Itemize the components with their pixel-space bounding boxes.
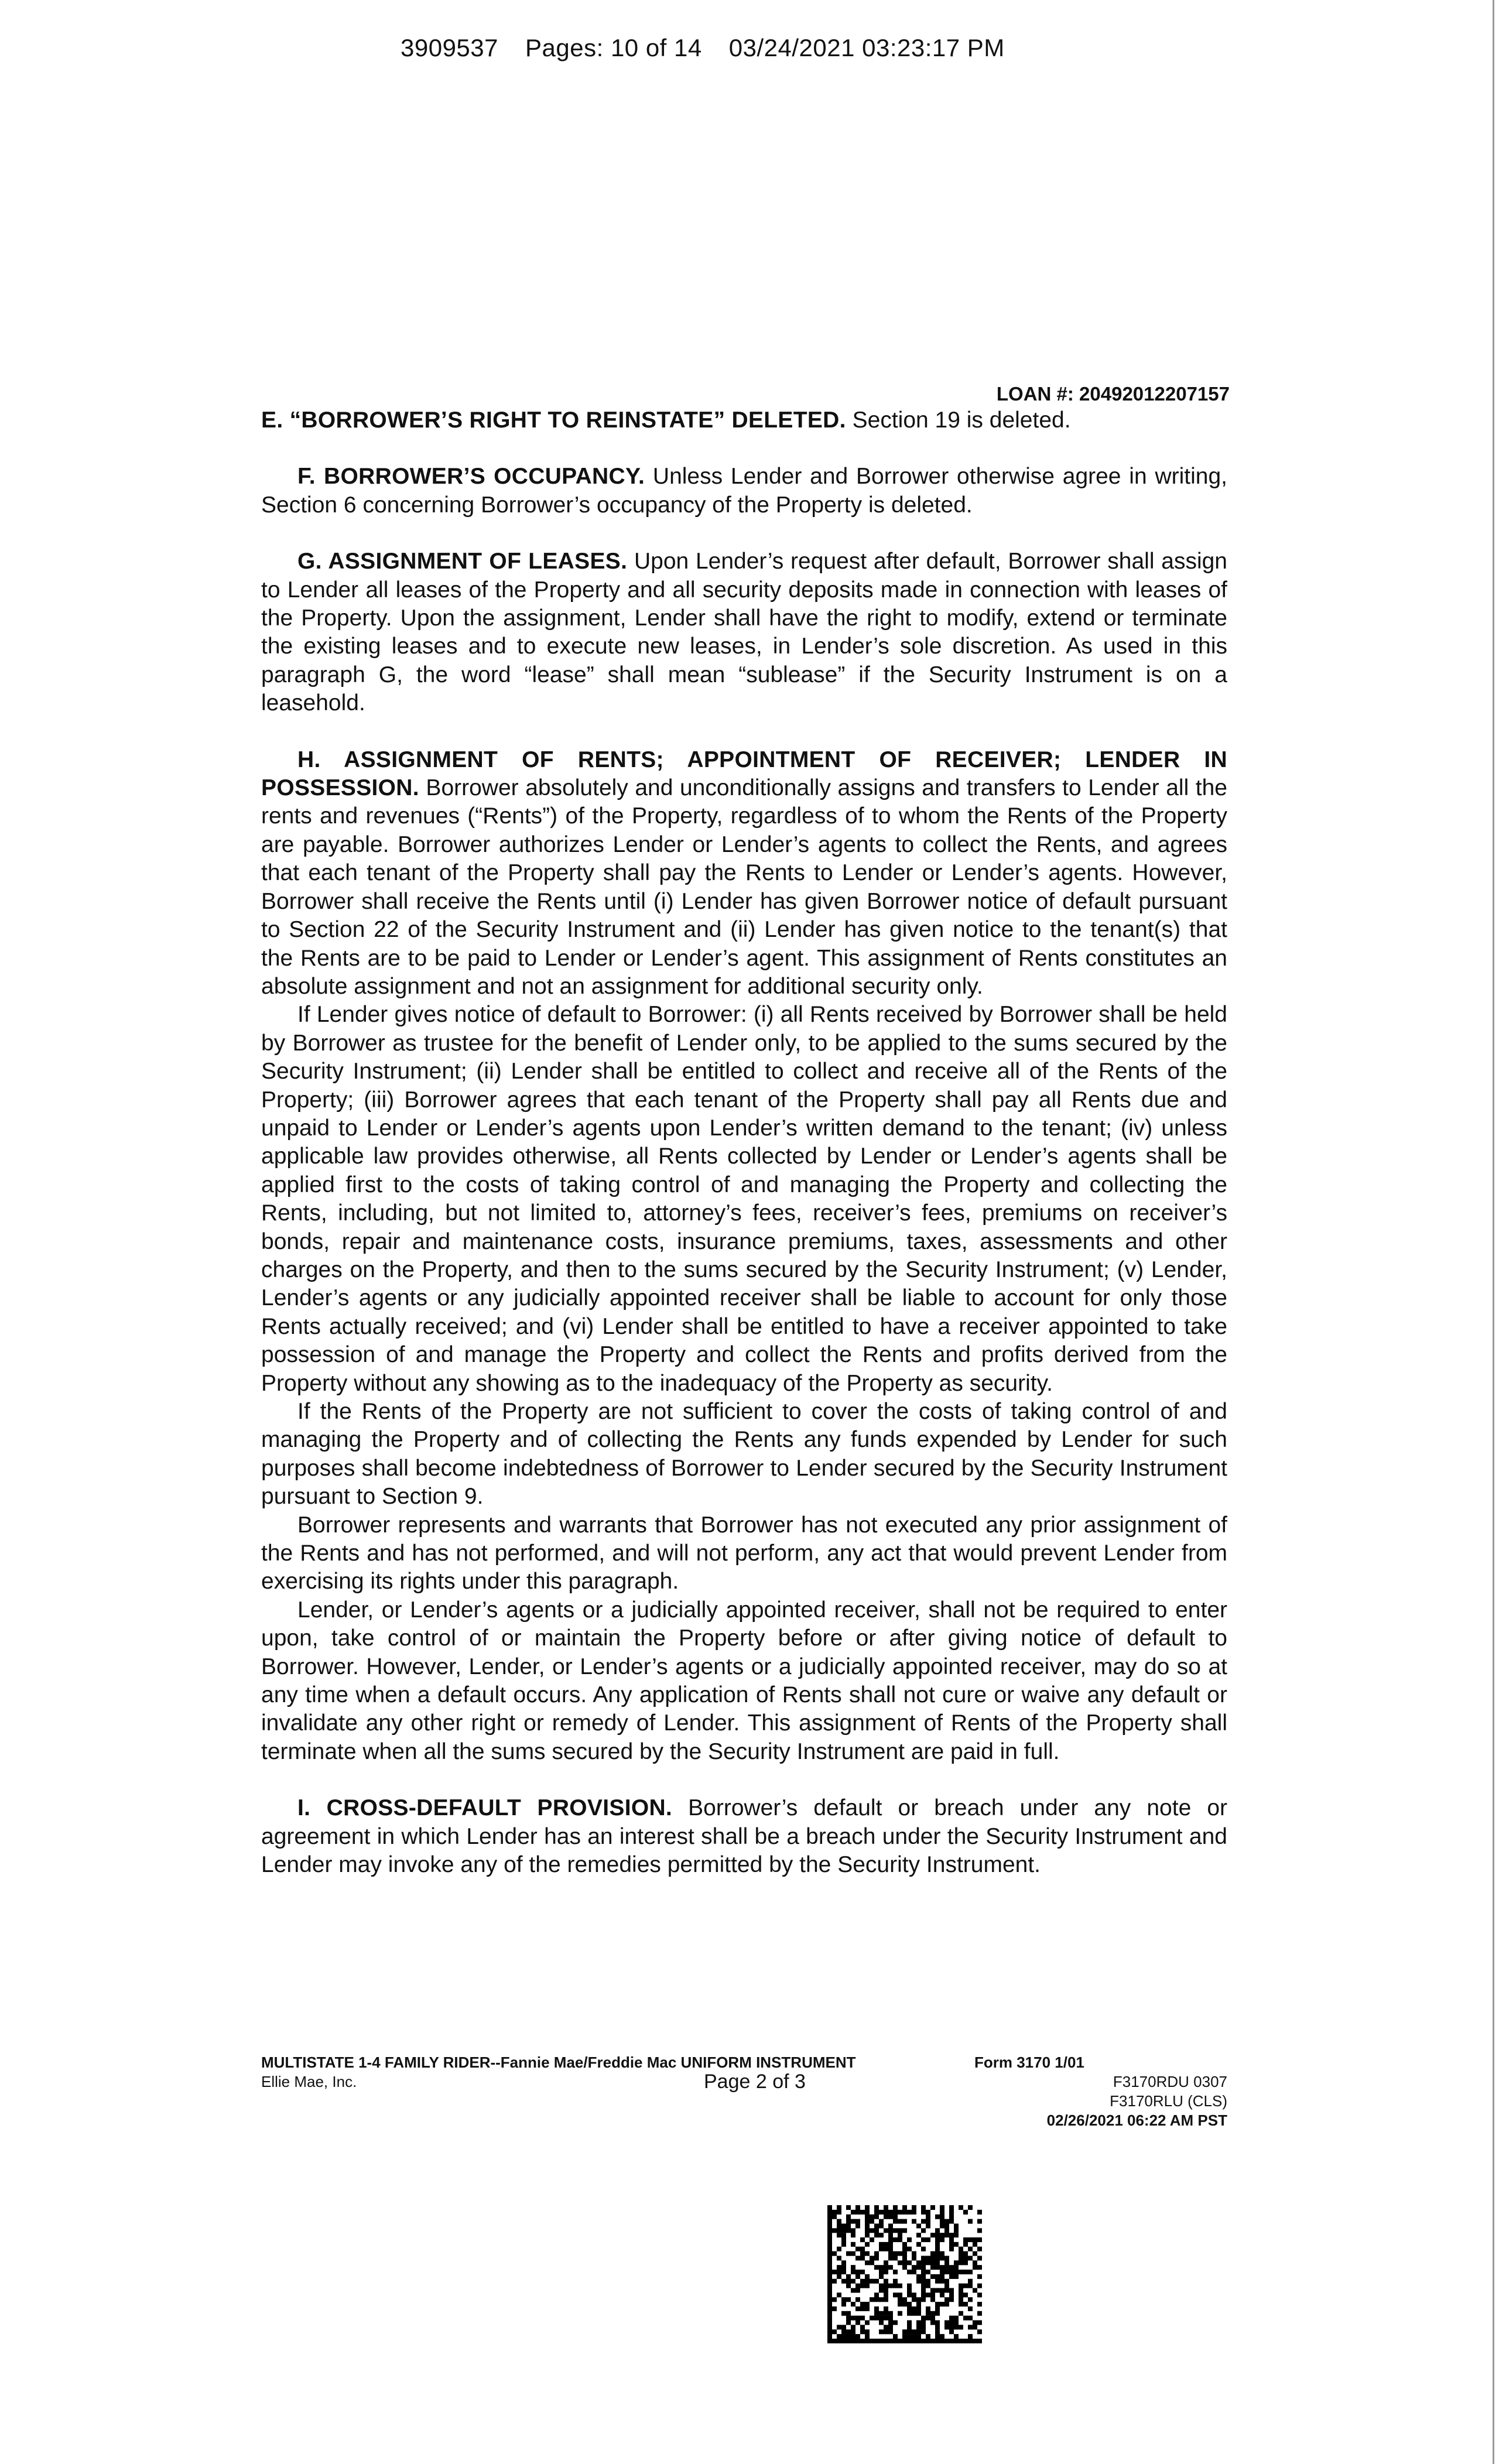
section-h-text: Borrower absolutely and unconditionally assigns and transfers to Lender all the rents and revenues (“Rents”) of the Property, regardless of to whom the Rents of the Property are payable. Borrower authorizes Lender or Lender’s agents to collect the Rents, and agrees that each tenant of the Property shall pay the Rents to Lender or Lender’s agents. However, Borrower shall receive the Rents until (i) Lender has given Borrower notice of default pursuant to Section 22 of the Security Instrument and (ii) Lender has given notice to the tenant(s) that the Rents are to be paid to Lender or Lender’s agent. This assignment of Rents constitutes an absolute assignment and not an assignment for additional security only. [261, 775, 1227, 999]
recorded-timestamp: 03/24/2021 03:23:17 PM [728, 34, 1005, 61]
2d-barcode-icon [827, 2205, 982, 2343]
form-number: Form 3170 1/01 [974, 2054, 1084, 2071]
printed-date: 02/26/2021 06:22 AM PST [1046, 2111, 1227, 2129]
section-e-heading: E. “BORROWER’S RIGHT TO REINSTATE” DELETED. [261, 408, 846, 433]
section-h-heading: H. ASSIGNMENT OF RENTS; APPOINTMENT OF RECEIVER; LENDER IN POSSESSION. [261, 747, 1227, 801]
section-h-para2: If Lender gives notice of default to Borrower: (i) all Rents received by Borrower shall be held by Borrower as trustee for the benefit of Lender only, to be applied to the sums secured by the Security Instrument; (ii) Lender shall be entitled to collect and receive all of the Rents of the Property; (iii) Borrower agrees that each tenant of the Property shall pay all Rents due and unpaid to Lender or Lender’s agents upon Lender’s written demand to the tenant; (iv) unless applicable law provides otherwise, all Rents collected by Lender or Lender’s agents shall be applied first to the costs of taking control of and managing the Property and collecting the Rents, including, but not limited to, attorney’s fees, receiver’s fees, premiums on receiver’s bonds, repair and maintenance costs, insurance premiums, taxes, assessments and other charges on the Property, and then to the sums secured by the Security Instrument; (v) Lender, Lender’s agents or any judicially appointed receiver shall be liable to account for only those Rents actually received; and (vi) Lender shall be entitled to have a receiver appointed to take possession of and manage the Property and collect the Rents and profits derived from the Property without any showing as to the inadequacy of the Property as security. [261, 1002, 1227, 1396]
section-f [261, 463, 1227, 519]
form-title: MULTISTATE 1-4 FAMILY RIDER--Fannie Mae/Freddie Mac UNIFORM INSTRUMENT [261, 2054, 856, 2071]
form-code-2: F3170RLU (CLS) [1110, 2092, 1227, 2110]
form-footer [261, 2053, 1227, 2130]
section-f-text: Unless Lender and Borrower otherwise agree in writing, Section 6 concerning Borrower’s occupancy of the Property is deleted. [261, 464, 1227, 518]
page-count: Pages: 10 of 14 [525, 34, 702, 61]
section-i [261, 1794, 1227, 1879]
section-i-text: Borrower’s default or breach under any note or agreement in which Lender has an interest shall be a breach under the Security Instrument and Lender may invoke any of the remedies permitted by the Security Instrument. [261, 1795, 1228, 1878]
document-number: 3909537 [401, 34, 499, 61]
document-body [261, 382, 1230, 1908]
section-g-text: Upon Lender’s request after default, Borrower shall assign to Lender all leases of the Property and all security deposits made in connection with leases of the Property. Upon the assignment, Lender shall have the right to modify, extend or terminate the existing leases and to execute new leases, in Lender’s sole discretion. As used in this paragraph G, the word “lease” shall mean “sublease” if the Security Instrument is on a leasehold. [261, 549, 1227, 716]
section-i-heading: I. CROSS-DEFAULT PROVISION. [297, 1795, 673, 1821]
recording-header [401, 34, 1005, 62]
vendor-name: Ellie Mae, Inc. [261, 2073, 357, 2090]
form-code-1: F3170RDU 0307 [1113, 2073, 1227, 2090]
section-e [261, 406, 1227, 434]
loan-number: LOAN #: 20492012207157 [996, 383, 1230, 405]
section-h-para4: Borrower represents and warrants that Borrower has not executed any prior assignment of the Rents and has not performed, and will not perform, any act that would prevent Lender from exercising its rights under this paragraph. [261, 1512, 1227, 1594]
section-g [261, 547, 1227, 717]
section-h-para5: Lender, or Lender’s agents or a judicially appointed receiver, shall not be required to enter upon, take control of or maintain the Property before or after giving notice of default to Borrower. However, Lender, or Lender’s agents or a judicially appointed receiver, may do so at any time when a default occurs. Any application of Rents shall not cure or waive any default or invalidate any other right or remedy of Lender. This assignment of Rents of the Property shall terminate when all the sums secured by the Security Instrument are paid in full. [261, 1597, 1227, 1764]
section-f-heading: F. BORROWER’S OCCUPANCY. [297, 464, 645, 490]
section-e-text: Section 19 is deleted. [846, 408, 1071, 433]
section-g-heading: G. ASSIGNMENT OF LEASES. [297, 549, 628, 574]
section-h-para3: If the Rents of the Property are not sufficient to cover the costs of taking control of and managing the Property and of collecting the Rents any funds expended by Lender for such purposes shall become indebtedness of Borrower to Lender secured by the Security Instrument pursuant to Section 9. [261, 1399, 1227, 1510]
page-number: Page 2 of 3 [704, 2071, 806, 2093]
section-h [261, 746, 1227, 1767]
